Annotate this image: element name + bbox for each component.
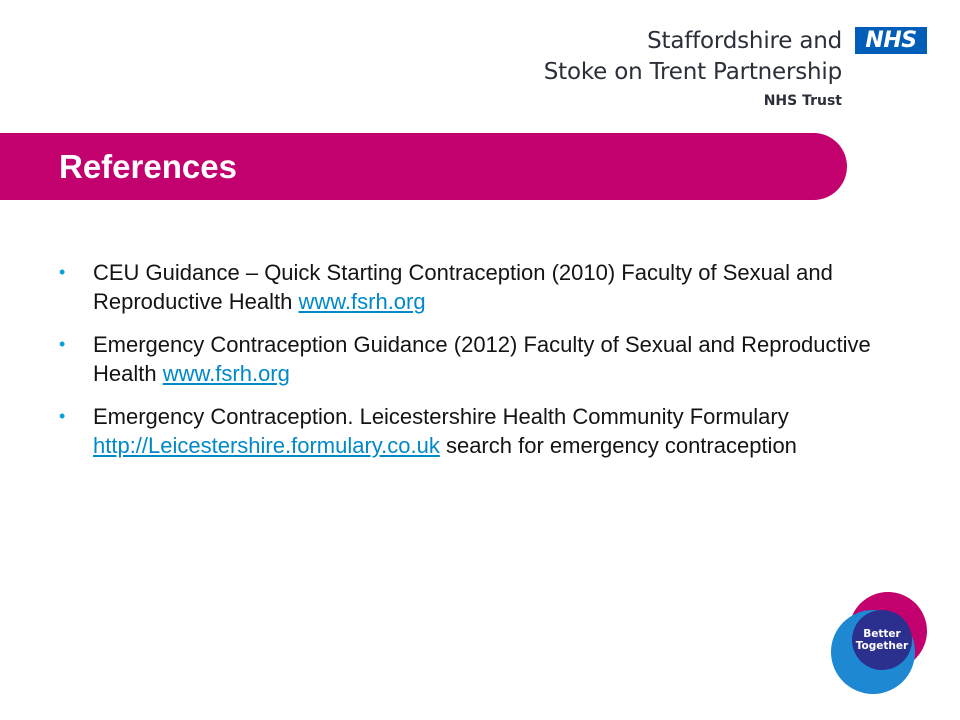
reference-text: CEU Guidance – Quick Starting Contraception (2010) Faculty of Sexual and Reproductive Health [93, 260, 833, 314]
reference-item [57, 258, 877, 316]
reference-link[interactable]: http://Leicestershire.formulary.co.uk [93, 433, 440, 458]
org-name-line-1: Staffordshire and [647, 28, 842, 54]
reference-item [57, 402, 877, 460]
organisation-name [544, 26, 842, 112]
references-list [57, 258, 877, 474]
bullet-icon: • [59, 262, 66, 282]
logo-text-line-2: Together [855, 640, 909, 652]
reference-text: Emergency Contraception Guidance (2012) Faculty of Sexual and Reproductive Health [93, 332, 871, 386]
slide-title: References [59, 148, 237, 185]
org-name-line-3: NHS Trust [763, 93, 842, 109]
bullet-icon: • [59, 406, 66, 426]
better-together-logo [826, 590, 934, 698]
org-name-line-2: Stoke on Trent Partnership [543, 59, 842, 85]
nhs-logo: NHS [855, 27, 927, 54]
reference-link[interactable]: www.fsrh.org [298, 289, 426, 314]
bullet-icon: • [59, 334, 66, 354]
reference-text: Emergency Contraception. Leicestershire Health Community Formulary [93, 404, 789, 429]
logo-text-line-1: Better [863, 628, 901, 640]
reference-link[interactable]: www.fsrh.org [162, 361, 290, 386]
reference-text-after: search for emergency contraception [439, 433, 797, 458]
reference-item [57, 330, 877, 388]
